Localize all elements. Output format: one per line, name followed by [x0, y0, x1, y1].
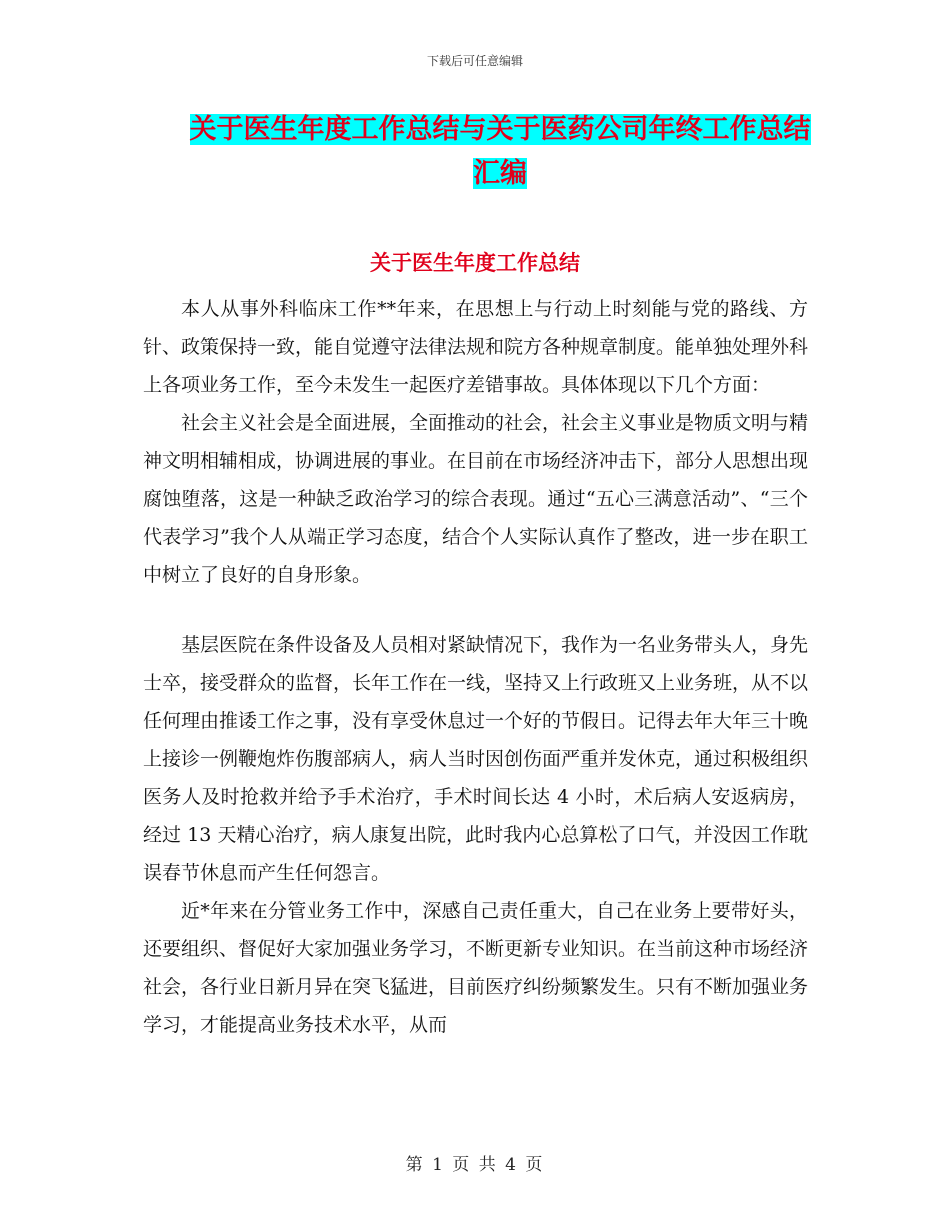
- paragraph-1: 本人从事外科临床工作**年来，在思想上与行动上时刻能与党的路线、方针、政策保持一致，能自觉遵守法律法规和院方各种规章制度。能单独处理外科上各项业务工作，至今未发生一起医疗差错事故。具体体现以下几个方面：: [143, 298, 809, 396]
- paragraph-4: 近*年来在分管业务工作中，深感自己责任重大，自己在业务上要带好头，还要组织、督促好大家加强业务学习，不断更新专业知识。在当前这种市场经济社会，各行业日新月异在突飞猛进，目前医疗纠纷频繁发生。只有不断加强业务学习，才能提高业务技术水平，从而: [143, 900, 809, 1036]
- section-title: 关于医生年度工作总结: [370, 251, 580, 275]
- document-title: [150, 108, 850, 196]
- body-text: [143, 290, 808, 1044]
- paragraph-2: 社会主义社会是全面进展，全面推动的社会，社会主义事业是物质文明与精神文明相辅相成，协调进展的事业。在目前在市场经济冲击下，部分人思想出现腐蚀堕落，这是一种缺乏政治学习的综合表现。通过“五心三满意活动”、“三个代表学习”我个人从端正学习态度，结合个人实际认真作了整改，进一步在职工中树立了良好的自身形象。: [143, 412, 809, 586]
- header-note: 下载后可任意编辑: [426, 54, 523, 68]
- page-footer: 第 1 页 共 4 页: [405, 1155, 545, 1175]
- document-title-line-1: 关于医生年度工作总结与关于医药公司年终工作总结: [189, 114, 811, 145]
- paragraph-3: 基层医院在条件设备及人员相对紧缺情况下，我作为一名业务带头人，身先士卒，接受群众的监督，长年工作在一线，坚持又上行政班又上业务班，从不以任何理由推诿工作之事，没有享受休息过一个好的节假日。记得去年大年三十晚上接诊一例鞭炮炸伤腹部病人，病人当时因创伤面严重并发休克，通过积极组织医务人及时抢救并给予手术治疗，手术时间长达 4 小时，术后病人安返病房，经过 13 天精心治疗，病人康复出院，此时我内心总算松了口气，并没因工作耽误春节休息而产生任何怨言。: [143, 634, 809, 884]
- paragraph-spacer: [143, 594, 808, 626]
- document-title-line-2: 汇编: [473, 158, 527, 189]
